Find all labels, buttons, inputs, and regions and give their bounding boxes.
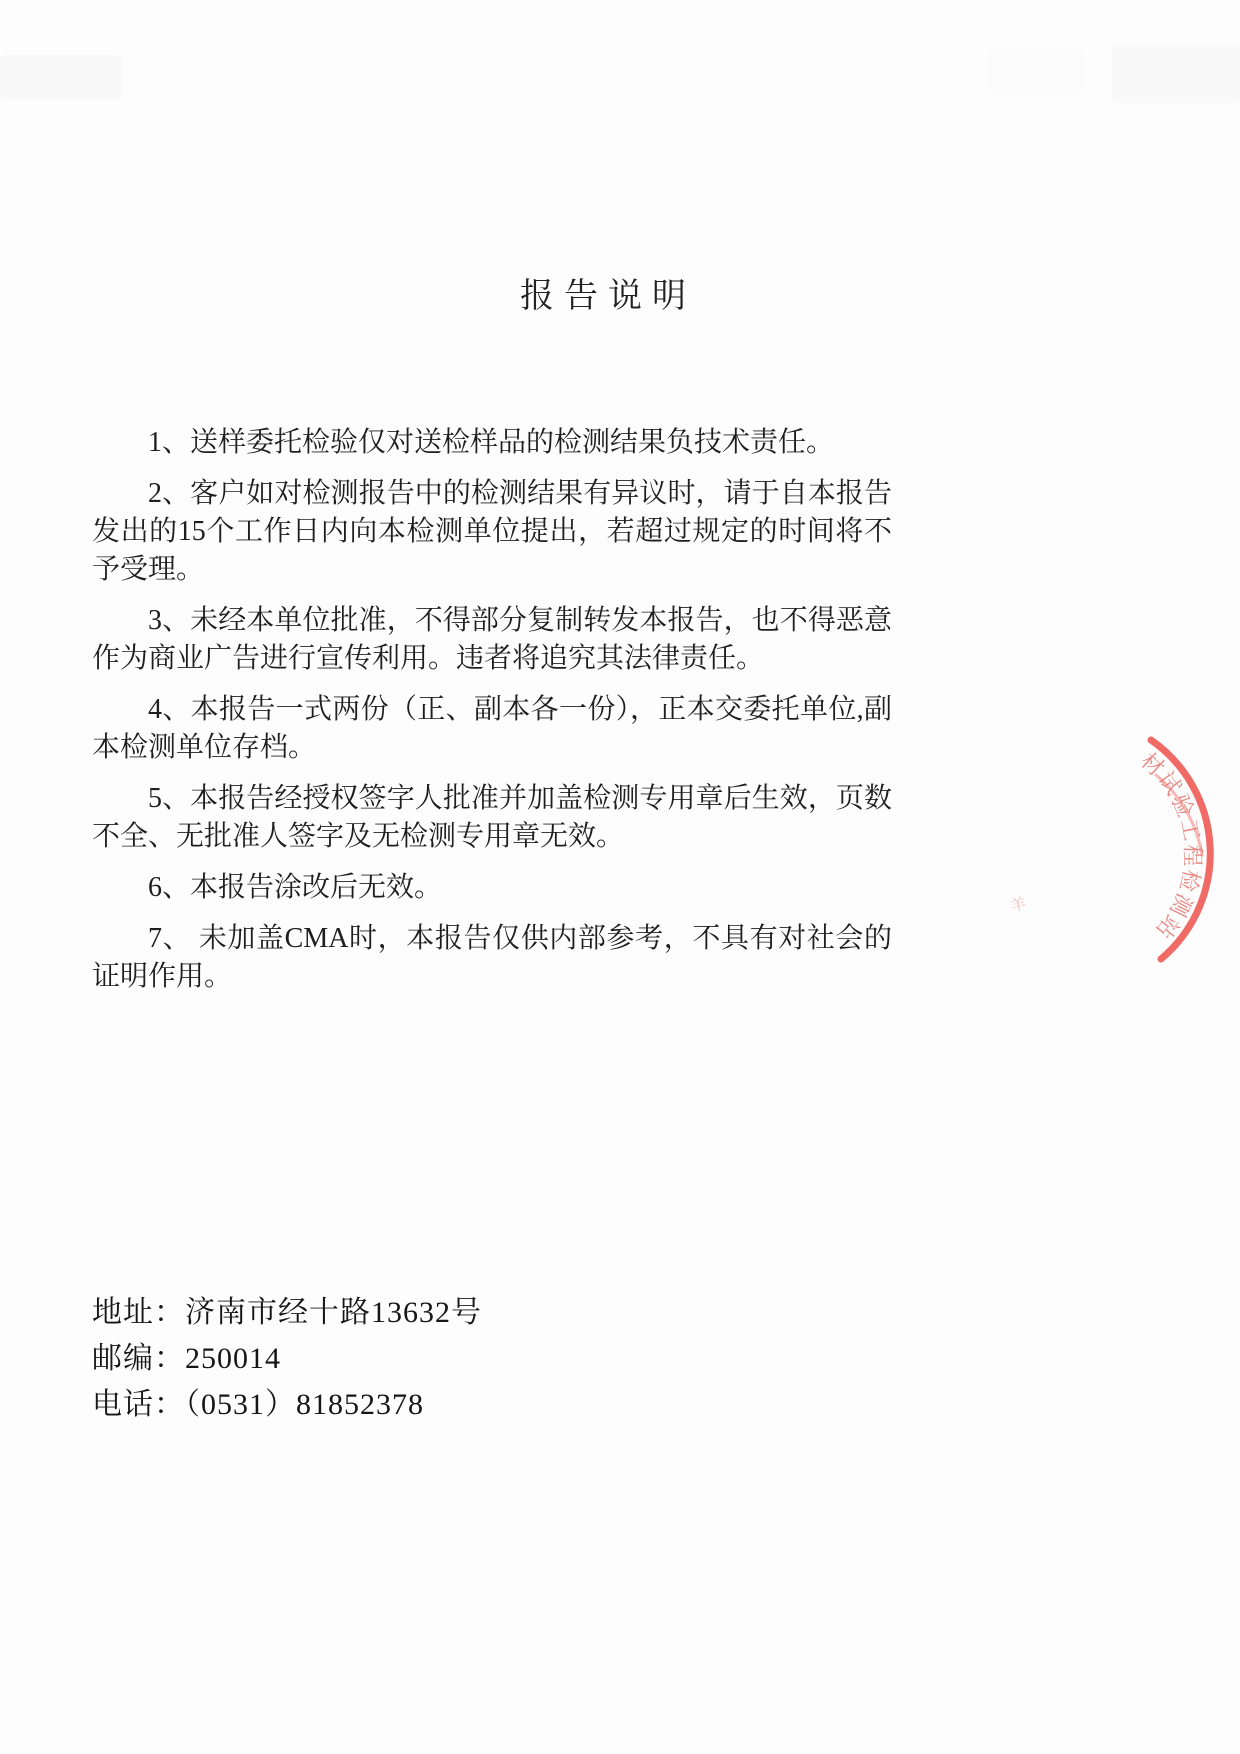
- stamp-arc-icon: [1151, 740, 1210, 959]
- report-note-item: 5、本报告经授权签字人批准并加盖检测专用章后生效，页数不全、无批准人签字及无检测专用章无效。: [92, 783, 892, 852]
- stamp-fragment-text: 羊: [1009, 896, 1028, 915]
- report-note-item: 6、本报告涂改后无效。: [148, 872, 443, 903]
- scan-smudge: [0, 55, 122, 99]
- phone-line: 电话：（0531）81852378: [92, 1388, 424, 1421]
- address-line: 地址：济南市经十路13632号: [92, 1296, 482, 1329]
- svg-text:材试验工程检测站: [1136, 748, 1205, 945]
- report-note-item: 7、 未加盖CMA时，本报告仅供内部参考，不具有对社会的证明作用。: [92, 923, 892, 992]
- report-note-item: 3、未经本单位批准，不得部分复制转发本报告，也不得恶意作为商业广告进行宣传利用。违者将追究其法律责任。: [92, 605, 892, 674]
- report-note-item: 2、客户如对检测报告中的检测结果有异议时，请于自本报告发出的15个工作日内向本检测单位提出，若超过规定的时间将不予受理。: [92, 478, 892, 585]
- contact-footer: [92, 1290, 482, 1428]
- stamp-ring-text: 材试验工程检测站: [1136, 747, 1206, 945]
- stamp-arc-icon: [1156, 775, 1202, 855]
- page-title: 报告说明: [520, 278, 696, 315]
- report-note-item: 4、本报告一式两份（正、副本各一份），正本交委托单位,副本检测单位存档。: [92, 694, 892, 763]
- postcode-line: 邮编：250014: [92, 1342, 281, 1375]
- report-note-item: 1、送样委托检验仅对送检样品的检测结果负技术责任。: [148, 427, 835, 458]
- scan-smudge: [1112, 45, 1240, 103]
- scan-smudge: [988, 48, 1084, 94]
- report-notes: [92, 424, 892, 1009]
- red-seal-stamp: [980, 715, 1240, 965]
